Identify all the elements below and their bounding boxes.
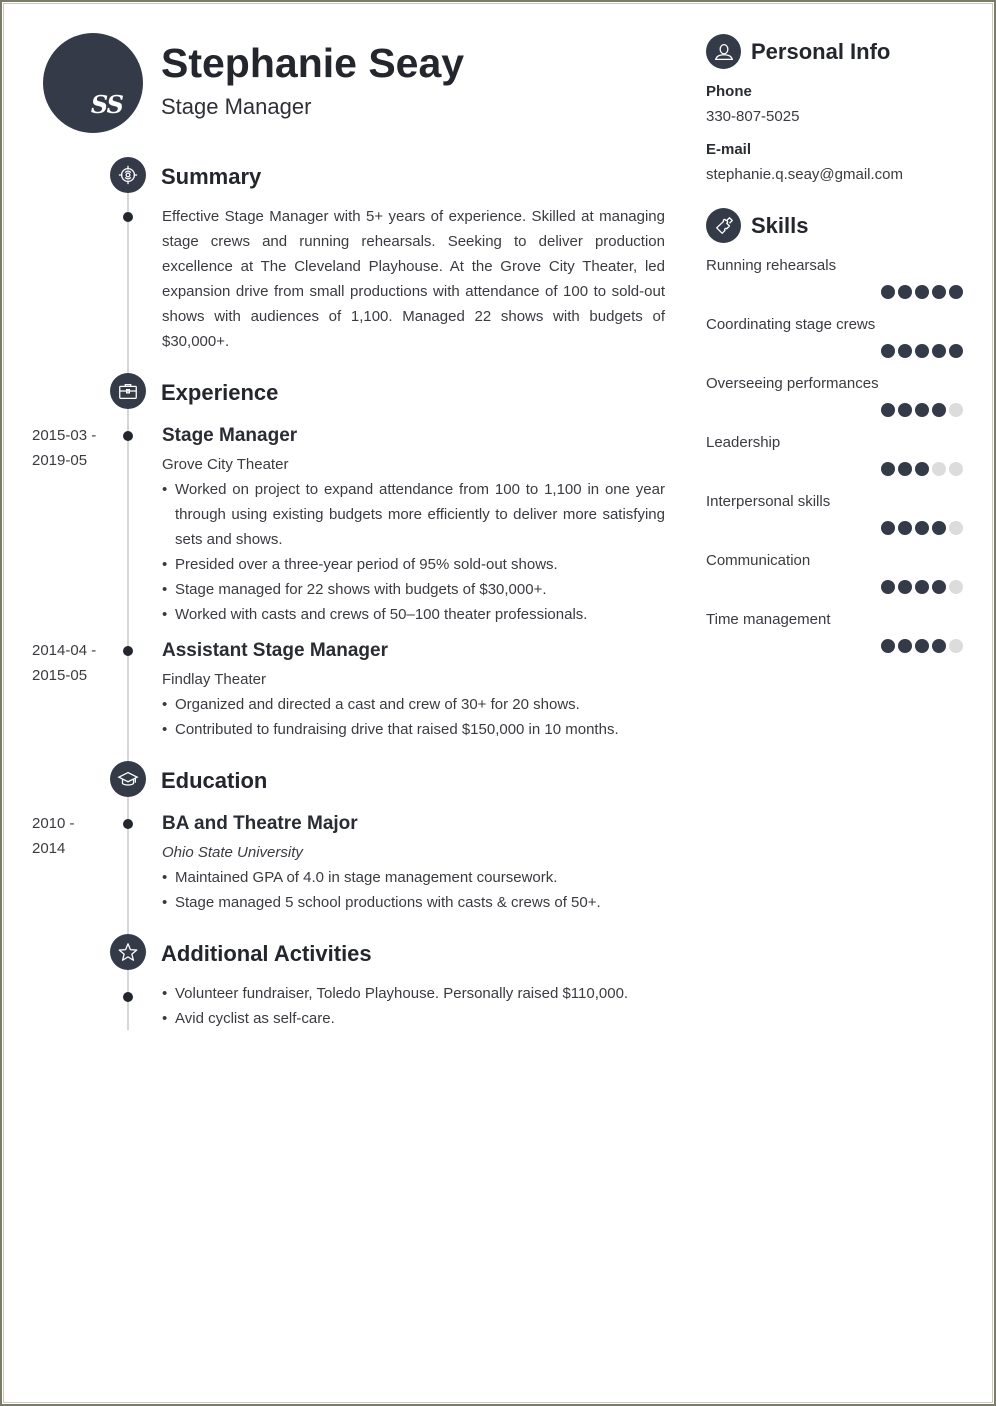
list-item: • Volunteer fundraiser, Toledo Playhouse. Personally raised $110,000.: [162, 981, 665, 1006]
summary-text: Effective Stage Manager with 5+ years of experience. Skilled at managing stage crews and running rehearsals. Seeking to deliver production excellence at The Cleveland Playhouse. At the Grove City Theater, led expansion drive from small productions with attendance of 100 to sold-out shows with audiences of 1,100. Managed 22 shows with budgets of $30,000+.: [162, 208, 665, 350]
rating-dot-filled: [949, 285, 963, 299]
experience-date-start: 2014-04 -: [32, 642, 97, 659]
activities-bullets: [162, 981, 665, 1031]
rating-dot-filled: [915, 521, 929, 535]
education-date-start: 2010 -: [32, 815, 75, 832]
puzzle-icon: [706, 208, 741, 243]
rating-dot-empty: [949, 403, 963, 417]
skill-rating: [881, 403, 963, 417]
rating-dot-empty: [949, 639, 963, 653]
rating-dot-filled: [898, 639, 912, 653]
timeline-dot: [123, 646, 133, 656]
section-title-experience: Experience: [161, 380, 279, 405]
list-item: • Presided over a three-year period of 95% sold-out shows.: [162, 552, 665, 577]
briefcase-icon: [110, 373, 146, 409]
rating-dot-filled: [881, 403, 895, 417]
list-item: • Avid cyclist as self-care.: [162, 1006, 665, 1031]
rating-dot-empty: [949, 462, 963, 476]
experience-date-end: 2015-05: [32, 667, 88, 684]
rating-dot-filled: [881, 521, 895, 535]
skill-rating: [881, 285, 963, 299]
list-item: • Worked on project to expand attendance from 100 to 1,100 in one year through using existing budgets more efficiently to deliver more satisfying sets and shows.: [162, 477, 665, 552]
skill-rating: [881, 580, 963, 594]
rating-dot-filled: [898, 580, 912, 594]
rating-dot-filled: [949, 344, 963, 358]
rating-dot-filled: [932, 344, 946, 358]
rating-dot-filled: [881, 285, 895, 299]
rating-dot-filled: [932, 580, 946, 594]
rating-dot-filled: [898, 521, 912, 535]
list-item: • Contributed to fundraising drive that raised $150,000 in 10 months.: [162, 717, 665, 742]
rating-dot-filled: [915, 580, 929, 594]
star-icon: [110, 934, 146, 970]
section-title-skills: Skills: [751, 213, 809, 238]
graduation-cap-icon: [110, 761, 146, 797]
experience-date-start: 2015-03 -: [32, 427, 97, 444]
timeline-dot: [123, 431, 133, 441]
timeline-line: [127, 406, 129, 764]
phone-label: Phone: [706, 83, 752, 100]
timeline-line: [127, 795, 129, 937]
experience-role: Assistant Stage Manager: [162, 640, 388, 661]
avatar-initials: SS: [90, 90, 123, 119]
skill-name: Communication: [706, 552, 811, 569]
education-degree: BA and Theatre Major: [162, 813, 358, 834]
education-date-end: 2014: [32, 840, 66, 857]
rating-dot-filled: [932, 521, 946, 535]
skill-name: Leadership: [706, 434, 781, 451]
section-title-summary: Summary: [161, 164, 262, 189]
skill-name: Running rehearsals: [706, 257, 837, 274]
rating-dot-filled: [881, 462, 895, 476]
rating-dot-filled: [881, 344, 895, 358]
list-item: • Organized and directed a cast and crew of 30+ for 20 shows.: [162, 692, 665, 717]
rating-dot-filled: [932, 403, 946, 417]
section-title-education: Education: [161, 768, 268, 793]
experience-role: Stage Manager: [162, 425, 298, 446]
rating-dot-filled: [898, 344, 912, 358]
phone-value: 330-807-5025: [706, 108, 800, 125]
rating-dot-filled: [915, 639, 929, 653]
email-label: E-mail: [706, 141, 752, 158]
timeline-dot: [123, 992, 133, 1002]
rating-dot-filled: [915, 403, 929, 417]
list-item: • Maintained GPA of 4.0 in stage management coursework.: [162, 865, 665, 890]
education-school: Ohio State University: [162, 844, 303, 861]
email-value: stephanie.q.seay@gmail.com: [706, 166, 903, 183]
skill-name: Interpersonal skills: [706, 493, 831, 510]
section-title-personal-info: Personal Info: [751, 39, 891, 64]
skill-rating: [881, 521, 963, 535]
rating-dot-filled: [881, 639, 895, 653]
user-icon: [706, 34, 741, 69]
target-icon: [110, 157, 146, 193]
rating-dot-empty: [949, 580, 963, 594]
experience-org: Grove City Theater: [162, 456, 289, 473]
avatar: [43, 33, 143, 133]
rating-dot-filled: [932, 285, 946, 299]
experience-org: Findlay Theater: [162, 671, 266, 688]
timeline-dot: [123, 212, 133, 222]
education-bullets: [162, 865, 665, 915]
skill-name: Overseeing performances: [706, 375, 879, 392]
candidate-name: Stephanie Seay: [161, 40, 465, 86]
rating-dot-filled: [898, 462, 912, 476]
skill-rating: [881, 344, 963, 358]
rating-dot-filled: [898, 403, 912, 417]
rating-dot-empty: [949, 521, 963, 535]
list-item: • Stage managed 5 school productions with casts & crews of 50+.: [162, 890, 665, 915]
list-item: • Stage managed for 22 shows with budgets of $30,000+.: [162, 577, 665, 602]
rating-dot-empty: [932, 462, 946, 476]
rating-dot-filled: [915, 344, 929, 358]
rating-dot-filled: [881, 580, 895, 594]
candidate-title: Stage Manager: [161, 94, 312, 119]
section-title-activities: Additional Activities: [161, 941, 372, 966]
skill-rating: [881, 462, 963, 476]
skill-name: Time management: [706, 611, 831, 628]
rating-dot-filled: [915, 285, 929, 299]
rating-dot-filled: [932, 639, 946, 653]
experience-bullets: [162, 477, 665, 627]
experience-bullets: [162, 692, 665, 742]
experience-date-end: 2019-05: [32, 452, 88, 469]
skill-rating: [881, 639, 963, 653]
skill-name: Coordinating stage crews: [706, 316, 876, 333]
list-item: • Worked with casts and crews of 50–100 theater professionals.: [162, 602, 665, 627]
rating-dot-filled: [915, 462, 929, 476]
timeline-dot: [123, 819, 133, 829]
rating-dot-filled: [898, 285, 912, 299]
